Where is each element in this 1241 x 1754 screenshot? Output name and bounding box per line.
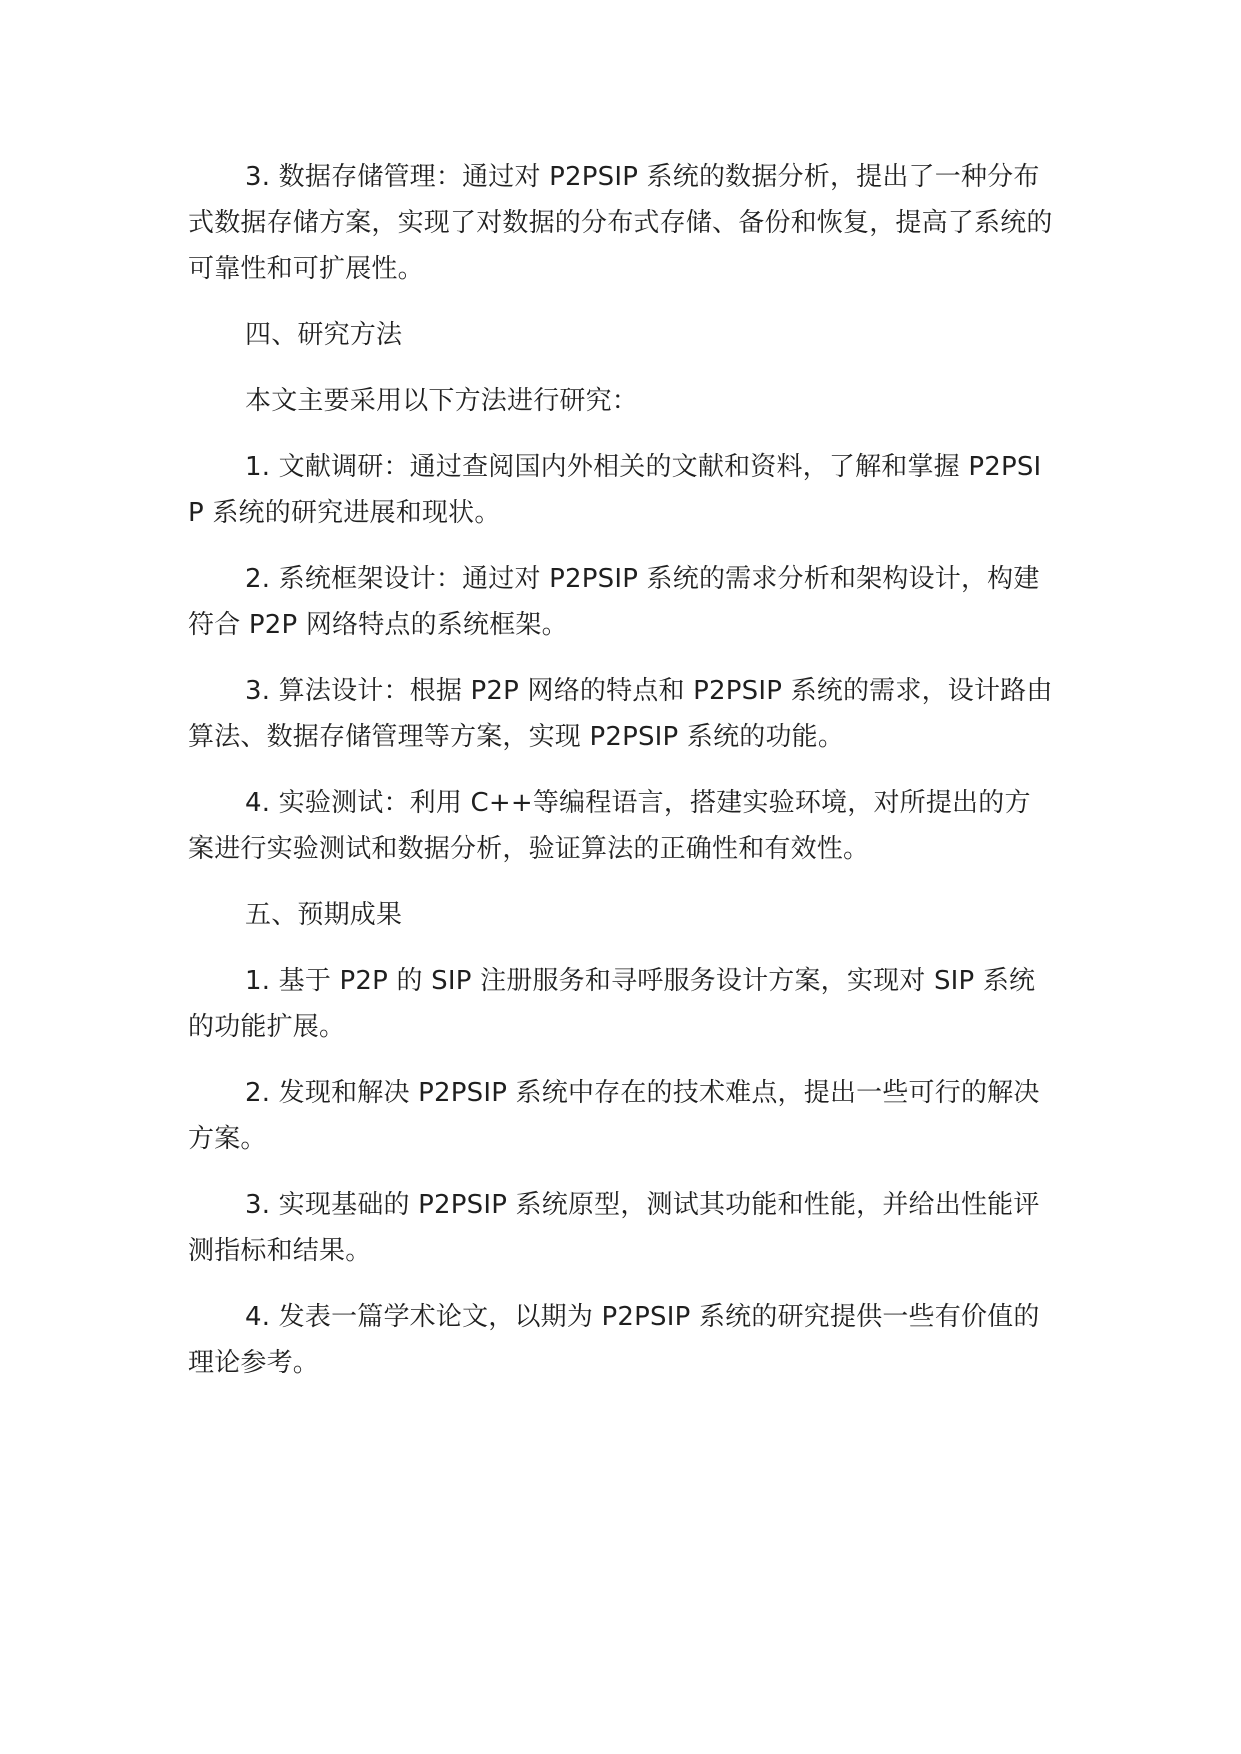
section-heading-expected-results: 五、预期成果 bbox=[245, 900, 403, 930]
section-heading-research-methods: 四、研究方法 bbox=[245, 320, 403, 350]
paragraph-data-storage-management: 3. 数据存储管理：通过对 P2PSIP 系统的数据分析，提出了一种分布式数据存储方案，实现了对数据的分布式存储、备份和恢复，提高了系统的可靠性和可扩展性。 bbox=[188, 162, 1053, 284]
paragraph-result-system-prototype: 3. 实现基础的 P2PSIP 系统原型，测试其功能和性能，并给出性能评测指标和结果。 bbox=[188, 1190, 1040, 1266]
paragraph-method-algorithm-design: 3. 算法设计：根据 P2P 网络的特点和 P2PSIP 系统的需求，设计路由算法、数据存储管理等方案，实现 P2PSIP 系统的功能。 bbox=[188, 676, 1053, 752]
paragraph-method-experiment-test: 4. 实验测试：利用 C++等编程语言，搭建实验环境，对所提出的方案进行实验测试和数据分析，验证算法的正确性和有效性。 bbox=[188, 788, 1031, 864]
paragraph-result-academic-paper: 4. 发表一篇学术论文，以期为 P2PSIP 系统的研究提供一些有价值的理论参考。 bbox=[188, 1302, 1040, 1378]
paragraph-result-sip-service-design: 1. 基于 P2P 的 SIP 注册服务和寻呼服务设计方案，实现对 SIP 系统的功能扩展。 bbox=[188, 966, 1036, 1042]
paragraph-method-literature-review: 1. 文献调研：通过查阅国内外相关的文献和资料，了解和掌握 P2PSIP 系统的研究进展和现状。 bbox=[188, 452, 1042, 528]
paragraph-method-system-framework: 2. 系统框架设计：通过对 P2PSIP 系统的需求分析和架构设计，构建符合 P2P 网络特点的系统框架。 bbox=[188, 564, 1040, 640]
paragraph-result-technical-difficulties: 2. 发现和解决 P2PSIP 系统中存在的技术难点，提出一些可行的解决方案。 bbox=[188, 1078, 1040, 1154]
paragraph-methods-intro: 本文主要采用以下方法进行研究： bbox=[245, 386, 639, 416]
document-body bbox=[188, 154, 1054, 1406]
